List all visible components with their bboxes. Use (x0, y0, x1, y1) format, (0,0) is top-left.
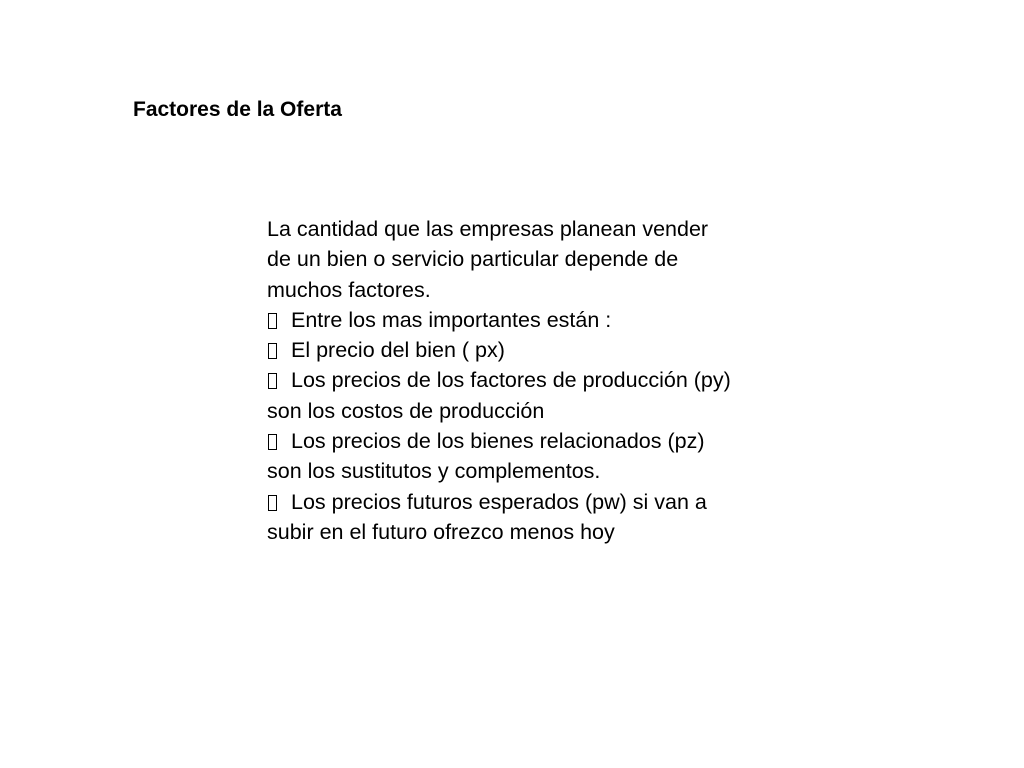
slide-body (267, 214, 737, 547)
bullet-text: Entre los mas importantes están : (291, 307, 612, 332)
intro-paragraph: La cantidad que las empresas planean vender de un bien o servicio particular depende de muchos factores. (267, 217, 709, 302)
missing-glyph-icon (268, 343, 277, 359)
bullet-item (267, 335, 737, 365)
bullet-item (267, 426, 737, 487)
bullet-item (267, 305, 737, 335)
bullet-text: Los precios de los bienes relacionados (pz) son los sustitutos y complementos. (267, 429, 705, 484)
bullet-text: Los precios futuros esperados (pw) si van a subir en el futuro ofrezco menos hoy (267, 489, 707, 544)
missing-glyph-icon (268, 495, 277, 511)
bullet-item (267, 487, 737, 548)
slide-title: Factores de la Oferta (133, 98, 342, 121)
bullet-text: Los precios de los factores de producción (py) son los costos de producción (267, 368, 731, 423)
missing-glyph-icon (268, 313, 277, 329)
bullet-text: El precio del bien ( px) (291, 338, 505, 363)
missing-glyph-icon (268, 373, 277, 389)
bullet-item (267, 365, 737, 426)
missing-glyph-icon (268, 434, 277, 450)
